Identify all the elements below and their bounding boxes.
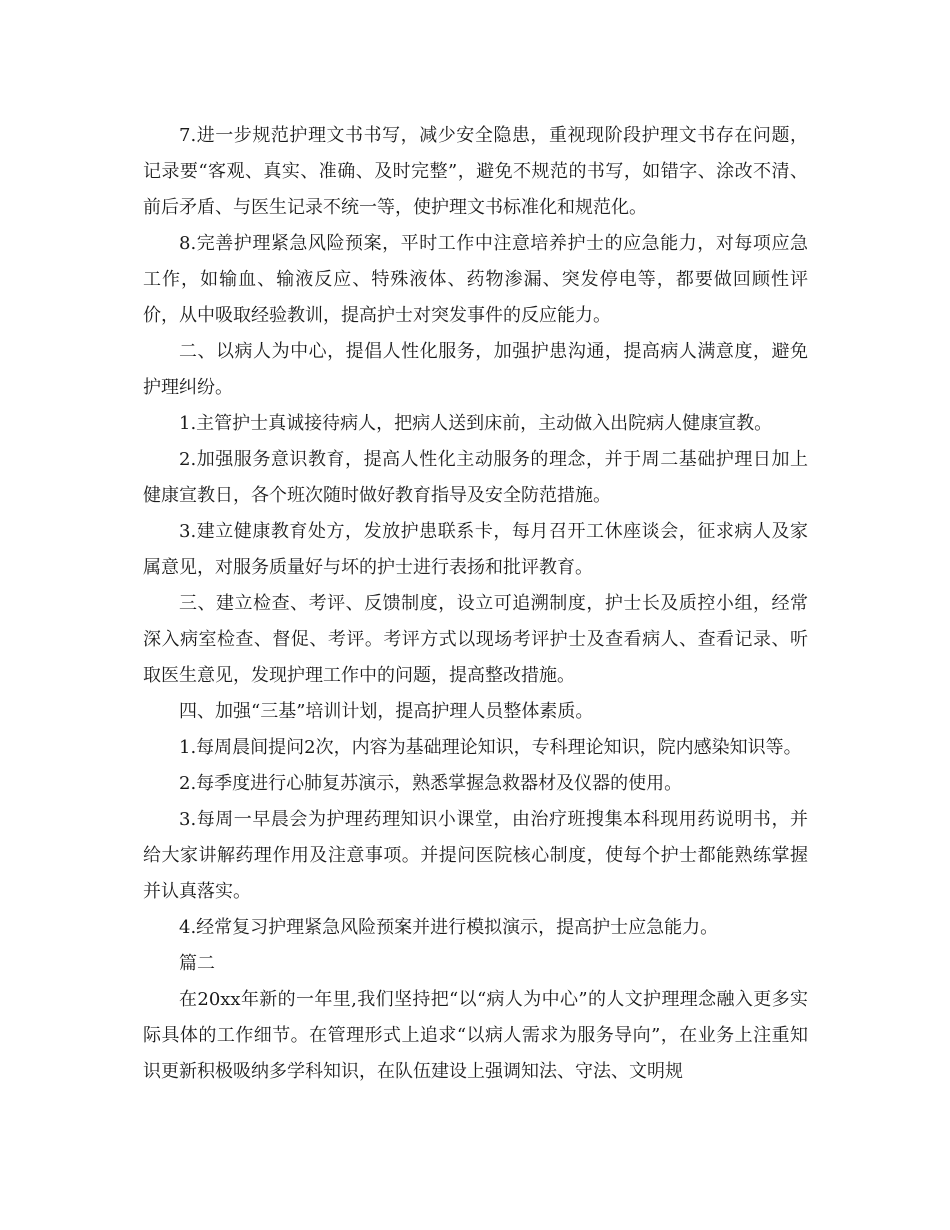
section-4-heading: 四、加强“三基”培训计划，提高护理人员整体素质。: [179, 701, 594, 722]
section-2-item-2: 2.加强服务意识教育，提高人性化主动服务的理念，并于周二基础护理日加上健康宣教日，各个班次随时做好教育指导及安全防范措施。: [143, 449, 808, 506]
section-4-item-1: 1.每周晨间提问2次，内容为基础理论知识，专科理论知识，院内感染知识等。: [179, 737, 802, 758]
document-body: [143, 118, 808, 1090]
section-4-item-4: 4.经常复习护理紧急风险预案并进行模拟演示，提高护士应急能力。: [179, 917, 719, 938]
paragraph-8-emergency-plan: 8.完善护理紧急风险预案，平时工作中注意培养护士的应急能力，对每项应急工作，如输血、输液反应、特殊液体、药物渗漏、突发停电等，都要做回顾性评价，从中吸取经验教训，提高护士对突发事件的反应能力。: [143, 233, 808, 326]
section-4-item-2: 2.每季度进行心肺复苏演示，熟悉掌握急救器材及仪器的使用。: [179, 773, 683, 794]
paragraph-7-nursing-records: 7.进一步规范护理文书书写，减少安全隐患，重视现阶段护理文书存在问题，记录要“客观、真实、准确、及时完整”，避免不规范的书写，如错字、涂改不清、前后矛盾、与医生记录不统一等，使护理文书标准化和规范化。: [143, 125, 808, 218]
section-2-heading: 二、以病人为中心，提倡人性化服务，加强护患沟通，提高病人满意度，避免护理纠纷。: [143, 341, 808, 398]
part-two-intro: 在20xx年新的一年里,我们坚持把“以“病人为中心”的人文护理理念融入更多实际具体的工作细节。在管理形式上追求“以病人需求为服务导向”，在业务上注重知识更新积极吸纳多学科知识，在队伍建设上强调知法、守法、文明规: [143, 989, 808, 1082]
section-4-item-3: 3.每周一早晨会为护理药理知识小课堂，由治疗班搜集本科现用药说明书，并给大家讲解药理作用及注意事项。并提问医院核心制度，使每个护士都能熟练掌握并认真落实。: [143, 809, 808, 902]
section-2-item-1: 1.主管护士真诚接待病人，把病人送到床前，主动做入出院病人健康宣教。: [179, 413, 773, 434]
part-two-heading: 篇二: [179, 953, 215, 974]
section-2-item-3: 3.建立健康教育处方，发放护患联系卡，每月召开工休座谈会，征求病人及家属意见，对服务质量好与坏的护士进行表扬和批评教育。: [143, 521, 808, 578]
section-3-heading: 三、建立检查、考评、反馈制度，设立可追溯制度，护士长及质控小组，经常深入病室检查、督促、考评。考评方式以现场考评护士及查看病人、查看记录、听取医生意见，发现护理工作中的问题，提高整改措施。: [143, 593, 808, 686]
